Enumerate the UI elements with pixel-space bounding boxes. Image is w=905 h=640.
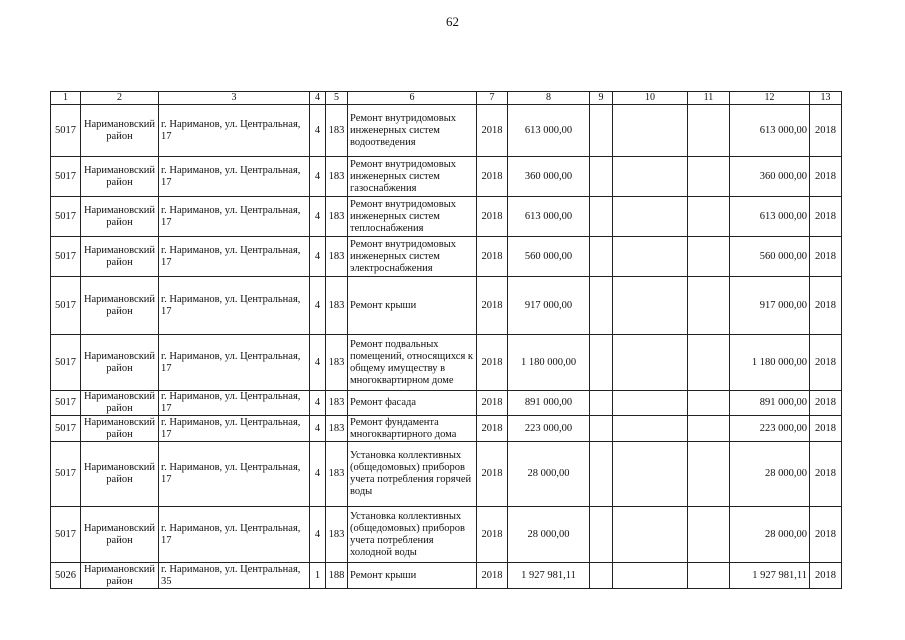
address-cell: г. Нариманов, ул. Центральная, 35 <box>159 563 310 589</box>
table-row <box>51 416 842 442</box>
work-type-cell: Установка коллективных (общедомовых) приборов учета потребления холодной воды <box>348 507 477 563</box>
col5-cell: 183 <box>326 277 348 335</box>
object-id-cell: 5017 <box>51 391 81 416</box>
col4-cell: 4 <box>310 197 326 237</box>
year-cell: 2018 <box>477 335 508 391</box>
col11-cell <box>688 442 730 507</box>
col5-cell: 183 <box>326 416 348 442</box>
total-cost-cell: 1 180 000,00 <box>730 335 810 391</box>
district-cell: Наримановский район <box>81 335 159 391</box>
year-cell: 2018 <box>477 197 508 237</box>
col9-cell <box>590 157 613 197</box>
completion-year-cell: 2018 <box>810 237 842 277</box>
cost-cell: 613 000,00 <box>508 197 590 237</box>
completion-year-cell: 2018 <box>810 442 842 507</box>
col10-cell <box>613 237 688 277</box>
year-cell: 2018 <box>477 277 508 335</box>
cost-cell: 223 000,00 <box>508 416 590 442</box>
col11-cell <box>688 197 730 237</box>
work-type-cell: Ремонт внутридомовых инженерных систем газоснабжения <box>348 157 477 197</box>
col9-cell <box>590 442 613 507</box>
col11-cell <box>688 105 730 157</box>
address-cell: г. Нариманов, ул. Центральная, 17 <box>159 391 310 416</box>
address-cell: г. Нариманов, ул. Центральная, 17 <box>159 335 310 391</box>
col4-cell: 4 <box>310 105 326 157</box>
col4-cell: 4 <box>310 157 326 197</box>
work-type-cell: Ремонт фундамента многоквартирного дома <box>348 416 477 442</box>
address-cell: г. Нариманов, ул. Центральная, 17 <box>159 277 310 335</box>
table-row <box>51 157 842 197</box>
cost-cell: 360 000,00 <box>508 157 590 197</box>
cost-cell: 1 180 000,00 <box>508 335 590 391</box>
year-cell: 2018 <box>477 442 508 507</box>
col10-cell <box>613 157 688 197</box>
object-id-cell: 5017 <box>51 197 81 237</box>
column-header: 5 <box>326 92 348 105</box>
total-cost-cell: 1 927 981,11 <box>730 563 810 589</box>
col9-cell <box>590 563 613 589</box>
object-id-cell: 5017 <box>51 335 81 391</box>
object-id-cell: 5026 <box>51 563 81 589</box>
column-header: 7 <box>477 92 508 105</box>
work-type-cell: Ремонт внутридомовых инженерных систем водоотведения <box>348 105 477 157</box>
col10-cell <box>613 391 688 416</box>
table-row <box>51 277 842 335</box>
col11-cell <box>688 277 730 335</box>
table-body <box>51 105 842 589</box>
completion-year-cell: 2018 <box>810 105 842 157</box>
work-type-cell: Ремонт внутридомовых инженерных систем электроснабжения <box>348 237 477 277</box>
table-row <box>51 197 842 237</box>
total-cost-cell: 223 000,00 <box>730 416 810 442</box>
district-cell: Наримановский район <box>81 197 159 237</box>
col11-cell <box>688 563 730 589</box>
work-type-cell: Ремонт подвальных помещений, относящихся к общему имуществу в многоквартирном доме <box>348 335 477 391</box>
district-cell: Наримановский район <box>81 507 159 563</box>
object-id-cell: 5017 <box>51 157 81 197</box>
col4-cell: 4 <box>310 507 326 563</box>
col10-cell <box>613 277 688 335</box>
col5-cell: 183 <box>326 197 348 237</box>
col10-cell <box>613 507 688 563</box>
year-cell: 2018 <box>477 157 508 197</box>
col5-cell: 188 <box>326 563 348 589</box>
year-cell: 2018 <box>477 563 508 589</box>
table-row <box>51 507 842 563</box>
capital-repair-table <box>50 91 842 589</box>
object-id-cell: 5017 <box>51 105 81 157</box>
work-type-cell: Ремонт крыши <box>348 563 477 589</box>
col4-cell: 4 <box>310 391 326 416</box>
col10-cell <box>613 335 688 391</box>
year-cell: 2018 <box>477 391 508 416</box>
district-cell: Наримановский район <box>81 157 159 197</box>
col4-cell: 4 <box>310 237 326 277</box>
col4-cell: 4 <box>310 416 326 442</box>
column-header: 6 <box>348 92 477 105</box>
address-cell: г. Нариманов, ул. Центральная, 17 <box>159 105 310 157</box>
district-cell: Наримановский район <box>81 563 159 589</box>
total-cost-cell: 613 000,00 <box>730 197 810 237</box>
address-cell: г. Нариманов, ул. Центральная, 17 <box>159 237 310 277</box>
column-header: 12 <box>730 92 810 105</box>
year-cell: 2018 <box>477 416 508 442</box>
year-cell: 2018 <box>477 237 508 277</box>
col11-cell <box>688 157 730 197</box>
district-cell: Наримановский район <box>81 105 159 157</box>
cost-cell: 28 000,00 <box>508 507 590 563</box>
district-cell: Наримановский район <box>81 416 159 442</box>
column-header: 10 <box>613 92 688 105</box>
col11-cell <box>688 391 730 416</box>
col5-cell: 183 <box>326 237 348 277</box>
work-type-cell: Ремонт внутридомовых инженерных систем теплоснабжения <box>348 197 477 237</box>
col5-cell: 183 <box>326 442 348 507</box>
col11-cell <box>688 335 730 391</box>
table-row <box>51 335 842 391</box>
col9-cell <box>590 335 613 391</box>
col10-cell <box>613 563 688 589</box>
work-type-cell: Установка коллективных (общедомовых) приборов учета потребления горячей воды <box>348 442 477 507</box>
col5-cell: 183 <box>326 507 348 563</box>
col5-cell: 183 <box>326 391 348 416</box>
address-cell: г. Нариманов, ул. Центральная, 17 <box>159 416 310 442</box>
col9-cell <box>590 105 613 157</box>
object-id-cell: 5017 <box>51 416 81 442</box>
address-cell: г. Нариманов, ул. Центральная, 17 <box>159 197 310 237</box>
col9-cell <box>590 391 613 416</box>
col9-cell <box>590 237 613 277</box>
district-cell: Наримановский район <box>81 391 159 416</box>
object-id-cell: 5017 <box>51 237 81 277</box>
object-id-cell: 5017 <box>51 442 81 507</box>
total-cost-cell: 28 000,00 <box>730 507 810 563</box>
total-cost-cell: 891 000,00 <box>730 391 810 416</box>
col4-cell: 4 <box>310 277 326 335</box>
address-cell: г. Нариманов, ул. Центральная, 17 <box>159 507 310 563</box>
col11-cell <box>688 507 730 563</box>
district-cell: Наримановский район <box>81 277 159 335</box>
address-cell: г. Нариманов, ул. Центральная, 17 <box>159 157 310 197</box>
col5-cell: 183 <box>326 335 348 391</box>
cost-cell: 917 000,00 <box>508 277 590 335</box>
col9-cell <box>590 507 613 563</box>
column-header: 9 <box>590 92 613 105</box>
column-header: 3 <box>159 92 310 105</box>
object-id-cell: 5017 <box>51 507 81 563</box>
cost-cell: 28 000,00 <box>508 442 590 507</box>
column-header: 4 <box>310 92 326 105</box>
work-type-cell: Ремонт фасада <box>348 391 477 416</box>
completion-year-cell: 2018 <box>810 416 842 442</box>
table-row <box>51 237 842 277</box>
completion-year-cell: 2018 <box>810 507 842 563</box>
cost-cell: 1 927 981,11 <box>508 563 590 589</box>
table-row <box>51 442 842 507</box>
col4-cell: 4 <box>310 335 326 391</box>
col9-cell <box>590 197 613 237</box>
column-header: 2 <box>81 92 159 105</box>
completion-year-cell: 2018 <box>810 563 842 589</box>
completion-year-cell: 2018 <box>810 335 842 391</box>
table-row <box>51 391 842 416</box>
work-type-cell: Ремонт крыши <box>348 277 477 335</box>
completion-year-cell: 2018 <box>810 157 842 197</box>
col11-cell <box>688 416 730 442</box>
col5-cell: 183 <box>326 157 348 197</box>
table-row <box>51 563 842 589</box>
col9-cell <box>590 277 613 335</box>
total-cost-cell: 360 000,00 <box>730 157 810 197</box>
column-header: 8 <box>508 92 590 105</box>
district-cell: Наримановский район <box>81 442 159 507</box>
address-cell: г. Нариманов, ул. Центральная, 17 <box>159 442 310 507</box>
table-row <box>51 105 842 157</box>
year-cell: 2018 <box>477 507 508 563</box>
total-cost-cell: 560 000,00 <box>730 237 810 277</box>
col4-cell: 4 <box>310 442 326 507</box>
completion-year-cell: 2018 <box>810 197 842 237</box>
col10-cell <box>613 197 688 237</box>
object-id-cell: 5017 <box>51 277 81 335</box>
col11-cell <box>688 237 730 277</box>
year-cell: 2018 <box>477 105 508 157</box>
col5-cell: 183 <box>326 105 348 157</box>
col10-cell <box>613 416 688 442</box>
col10-cell <box>613 105 688 157</box>
completion-year-cell: 2018 <box>810 277 842 335</box>
cost-cell: 560 000,00 <box>508 237 590 277</box>
col9-cell <box>590 416 613 442</box>
column-header: 13 <box>810 92 842 105</box>
column-header: 11 <box>688 92 730 105</box>
cost-cell: 613 000,00 <box>508 105 590 157</box>
column-header: 1 <box>51 92 81 105</box>
cost-cell: 891 000,00 <box>508 391 590 416</box>
total-cost-cell: 917 000,00 <box>730 277 810 335</box>
col4-cell: 1 <box>310 563 326 589</box>
district-cell: Наримановский район <box>81 237 159 277</box>
total-cost-cell: 28 000,00 <box>730 442 810 507</box>
page-number: 62 <box>446 14 459 29</box>
column-number-row <box>51 92 842 105</box>
col10-cell <box>613 442 688 507</box>
total-cost-cell: 613 000,00 <box>730 105 810 157</box>
completion-year-cell: 2018 <box>810 391 842 416</box>
